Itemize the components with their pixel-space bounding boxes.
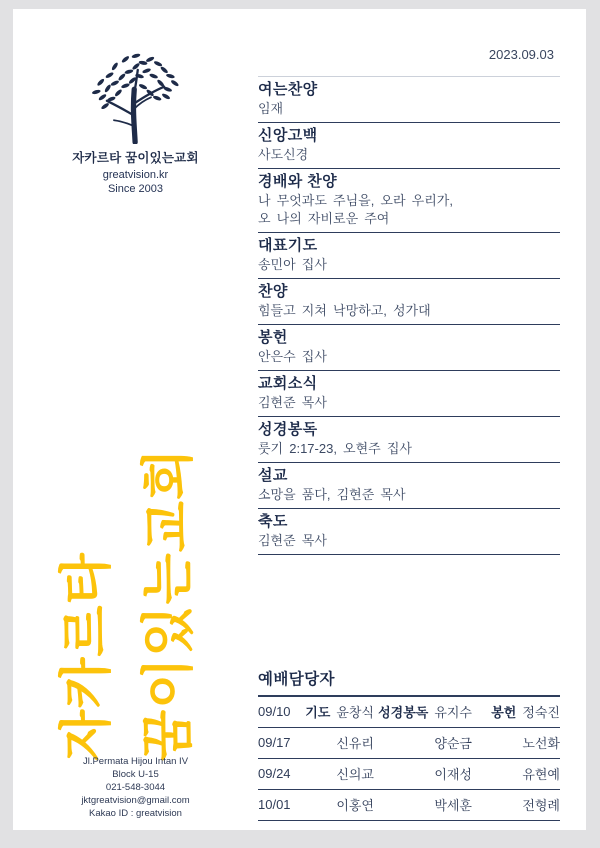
assignment-row bbox=[258, 759, 560, 790]
contact-address-line2: Block U-15 bbox=[112, 769, 159, 780]
contact-block bbox=[38, 755, 233, 820]
worship-item-detail-line2: 오 나의 자비로운 주여 bbox=[258, 211, 390, 226]
logo-church-name bbox=[43, 148, 228, 166]
assignment-reading-cell bbox=[374, 759, 472, 790]
worship-item-detail: 안은수 집사 bbox=[258, 349, 327, 364]
reading-name: 이재성 bbox=[434, 767, 472, 782]
worship-order-list bbox=[258, 76, 560, 555]
assignment-prayer-cell bbox=[302, 790, 374, 821]
worship-item-detail: 소망을 품다, 김현준 목사 bbox=[258, 487, 406, 502]
reading-label: 성경봉독 bbox=[378, 705, 429, 720]
prayer-label: 기도 bbox=[305, 705, 331, 720]
assignments-table bbox=[258, 697, 560, 821]
reading-name: 양순금 bbox=[434, 736, 472, 751]
bulletin-page bbox=[13, 9, 586, 830]
offering-name: 전형례 bbox=[522, 798, 560, 813]
assignment-date: 10/01 bbox=[258, 790, 302, 821]
assignment-reading-cell bbox=[374, 697, 472, 728]
worship-item bbox=[258, 371, 560, 417]
worship-item-detail: 룻기 2:17-23, 오현주 집사 bbox=[258, 441, 412, 456]
worship-item-detail: 나 무엇과도 주님을, 오라 우리가, bbox=[258, 193, 453, 208]
worship-item bbox=[258, 169, 560, 233]
prayer-name: 이홍연 bbox=[336, 798, 374, 813]
worship-order-column bbox=[258, 9, 560, 821]
worship-item-title: 설교 bbox=[258, 467, 288, 484]
logo-church-name-city: 자카르타 bbox=[72, 151, 122, 165]
vertical-banner-line2: 꿈이있는교회 bbox=[139, 447, 198, 761]
worship-item-title: 여는찬양 bbox=[258, 81, 318, 98]
worship-item bbox=[258, 463, 560, 509]
tree-logo-icon bbox=[83, 47, 189, 144]
worship-item bbox=[258, 233, 560, 279]
assignment-date: 09/10 bbox=[258, 697, 302, 728]
worship-item bbox=[258, 279, 560, 325]
assignment-prayer-cell bbox=[302, 697, 374, 728]
worship-item-title: 성경봉독 bbox=[258, 421, 318, 438]
vertical-banner bbox=[46, 421, 216, 761]
worship-item-title: 경배와 찬양 bbox=[258, 173, 338, 190]
worship-item-title: 찬양 bbox=[258, 283, 288, 300]
bulletin-date: 2023.09.03 bbox=[488, 47, 554, 62]
contact-email: jktgreatvision@gmail.com bbox=[81, 795, 190, 806]
assignment-prayer-cell bbox=[302, 728, 374, 759]
assignment-prayer-cell bbox=[302, 759, 374, 790]
worship-item-title: 교회소식 bbox=[258, 375, 318, 392]
worship-item-detail: 김현준 목사 bbox=[258, 395, 327, 410]
contact-phone: 021-548-3044 bbox=[105, 782, 166, 793]
assignment-row bbox=[258, 697, 560, 728]
offering-name: 유현예 bbox=[522, 767, 560, 782]
worship-item bbox=[258, 417, 560, 463]
worship-item-detail: 송민아 집사 bbox=[258, 257, 327, 272]
assignments-title: 예배담당자 bbox=[258, 667, 560, 697]
worship-item bbox=[258, 509, 560, 555]
reading-name: 유지수 bbox=[434, 705, 472, 720]
worship-item-detail: 힘들고 지쳐 낙망하고, 성가대 bbox=[258, 303, 431, 318]
assignment-reading-cell bbox=[374, 790, 472, 821]
contact-kakao-id: Kakao ID : greatvision bbox=[89, 808, 182, 819]
assignments-section bbox=[258, 667, 560, 821]
contact-address-line1: Jl.Permata Hijou Intan IV bbox=[82, 756, 189, 767]
worship-item-detail: 사도신경 bbox=[258, 147, 309, 162]
offering-label: 봉헌 bbox=[491, 705, 517, 720]
worship-item-detail: 김현준 목사 bbox=[258, 533, 327, 548]
assignment-date: 09/17 bbox=[258, 728, 302, 759]
assignment-offering-cell bbox=[472, 697, 560, 728]
worship-item-title: 신앙고백 bbox=[258, 127, 318, 144]
worship-item-title: 봉헌 bbox=[258, 329, 288, 346]
assignment-row bbox=[258, 728, 560, 759]
logo-since: Since 2003 bbox=[107, 183, 164, 195]
church-logo-block bbox=[43, 47, 228, 195]
vertical-banner-line1: 자카르타 bbox=[57, 552, 116, 761]
logo-website: greatvision.kr bbox=[102, 169, 169, 181]
worship-item bbox=[258, 123, 560, 169]
prayer-name: 신의교 bbox=[336, 767, 374, 782]
logo-church-name-main: 꿈이있는교회 bbox=[125, 151, 199, 165]
worship-item-title: 축도 bbox=[258, 513, 288, 530]
assignment-offering-cell bbox=[472, 790, 560, 821]
assignment-offering-cell bbox=[472, 728, 560, 759]
assignment-reading-cell bbox=[374, 728, 472, 759]
assignment-date: 09/24 bbox=[258, 759, 302, 790]
assignment-row bbox=[258, 790, 560, 821]
prayer-name: 윤창식 bbox=[336, 705, 374, 720]
offering-name: 노선화 bbox=[522, 736, 560, 751]
worship-item-title: 대표기도 bbox=[258, 237, 318, 254]
prayer-name: 신유리 bbox=[336, 736, 374, 751]
worship-item-detail: 임재 bbox=[258, 101, 284, 116]
worship-item bbox=[258, 325, 560, 371]
assignment-offering-cell bbox=[472, 759, 560, 790]
worship-item bbox=[258, 77, 560, 123]
offering-name: 정숙진 bbox=[522, 705, 560, 720]
reading-name: 박세훈 bbox=[434, 798, 472, 813]
